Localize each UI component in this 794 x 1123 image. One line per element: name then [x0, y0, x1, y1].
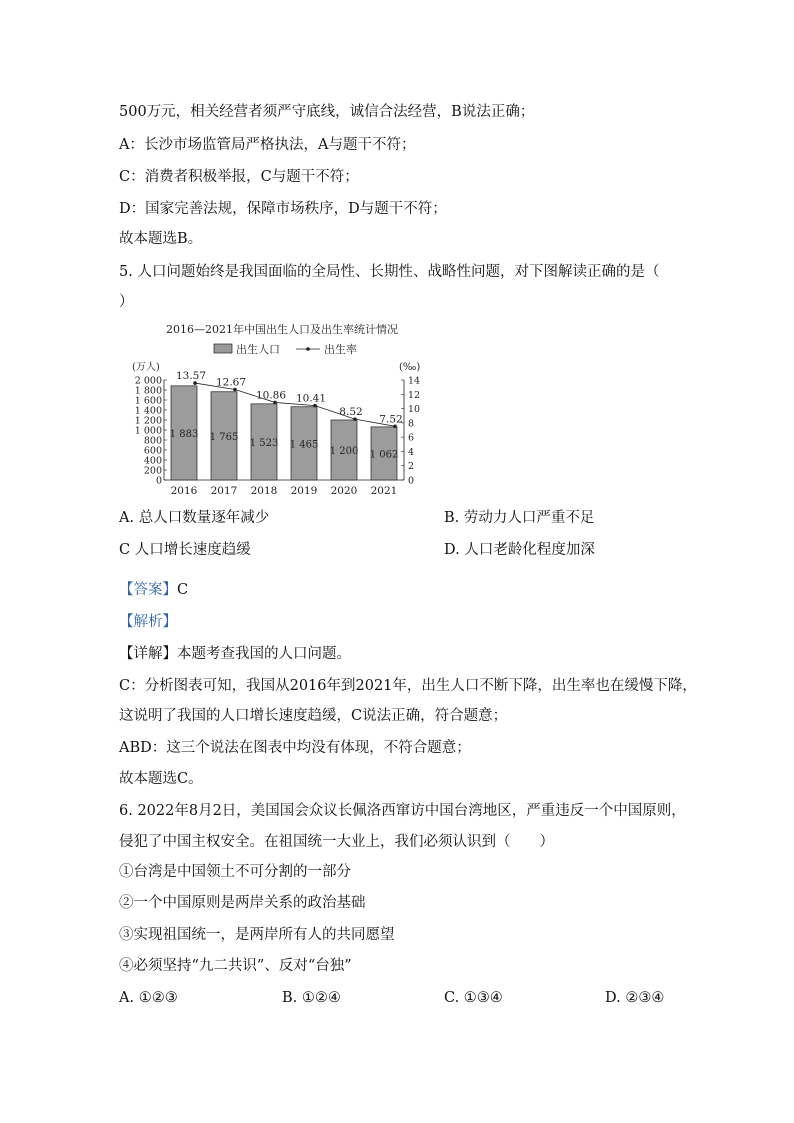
- x-tick-label: 2021: [370, 485, 398, 497]
- right-tick-label: 10: [408, 404, 421, 416]
- q6-option-a[interactable]: A. ①②③: [119, 990, 178, 1006]
- q6-statement-4: ④必须坚持“九二共识”、反对“台独”: [119, 958, 352, 974]
- x-tick-label: 2017: [210, 485, 238, 497]
- answer-tag: 【答案】: [119, 582, 177, 598]
- bar-value-label: 1 200: [329, 446, 359, 457]
- left-tick-label: 1 800: [134, 385, 162, 397]
- q6-stem-line1: 6. 2022年8月2日，美国国会众议长佩洛西窜访中国台湾地区，严重违反一个中国原则，: [119, 803, 686, 819]
- q5-stem-line2: ）: [119, 294, 134, 310]
- q6-option-c[interactable]: C. ①③④: [444, 990, 503, 1006]
- q5-option-a[interactable]: A. 总人口数量逐年减少: [119, 510, 270, 526]
- bar-value-label: 1 883: [169, 428, 199, 440]
- prev-answer-option-d: D：国家完善法规，保障市场秩序，D与题干不符；: [119, 201, 447, 217]
- q6-stem-line2: 侵犯了中国主权安全。在祖国统一大业上，我们必须认识到（ ）: [119, 834, 554, 850]
- bar-value-label: 1 062: [369, 449, 399, 461]
- right-tick-label: 14: [408, 375, 421, 387]
- detail-text: 本题考查我国的人口问题。: [177, 646, 351, 662]
- q6-statement-3: ③实现祖国统一，是两岸所有人的共同愿望: [119, 927, 395, 943]
- q6-statement-1: ①台湾是中国领土不可分割的一部分: [119, 864, 351, 880]
- legend-bar-swatch: [214, 344, 232, 353]
- left-tick-label: 600: [143, 445, 162, 457]
- right-tick-label: 2: [408, 461, 415, 473]
- birth-rate-label: 7.52: [379, 413, 403, 426]
- birth-rate-label: 12.67: [215, 376, 247, 389]
- legend-bar-label: 出生人口: [236, 343, 280, 356]
- detail-tag: 【详解】: [119, 646, 177, 662]
- birth-rate-label: 10.86: [255, 389, 287, 402]
- prev-answer-option-c: C：消费者积极举报，C与题干不符；: [119, 169, 359, 185]
- q5-option-d[interactable]: D. 人口老龄化程度加深: [444, 542, 595, 558]
- q6-option-b[interactable]: B. ①②④: [282, 990, 341, 1006]
- plot-area: [135, 370, 420, 497]
- right-tick-label: 4: [408, 446, 415, 458]
- q6-statement-2: ②一个中国原则是两岸关系的政治基础: [119, 895, 366, 911]
- answer-value: C: [177, 582, 189, 598]
- legend-line-label: 出生率: [324, 343, 357, 356]
- q5-option-c[interactable]: C 人口增长速度趋缓: [119, 542, 251, 558]
- q5-conclusion: 故本题选C。: [119, 771, 203, 787]
- left-tick-label: 1 400: [134, 405, 162, 417]
- bar-value-label: 1 465: [289, 439, 319, 451]
- q5-explain-line1: C：分析图表可知，我国从2016年到2021年，出生人口不断下降，出生率也在缓慢下降，: [119, 678, 697, 694]
- left-tick-label: 200: [143, 465, 162, 477]
- right-tick-label: 8: [408, 418, 415, 430]
- x-tick-label: 2016: [170, 485, 198, 497]
- prev-answer-option-a: A：长沙市场监管局严格执法，A与题干不符；: [119, 137, 416, 153]
- legend-line-marker: [306, 347, 310, 351]
- analysis-tag: 【解析】: [119, 614, 177, 630]
- q5-explain-abd: ABD：这三个说法在图表中均没有体现，不符合题意；: [119, 740, 471, 756]
- q5-option-b[interactable]: B. 劳动力人口严重不足: [444, 510, 595, 526]
- left-tick-label: 1 600: [134, 395, 162, 407]
- q6-option-d[interactable]: D. ②③④: [605, 990, 665, 1006]
- left-axis-unit: (万人): [132, 362, 160, 373]
- right-axis-unit: (‰): [399, 362, 421, 373]
- q5-stem-line1: 5. 人口问题始终是我国面临的全局性、长期性、战略性问题，对下图解读正确的是（: [119, 264, 660, 280]
- chart-title: 2016—2021年中国出生人口及出生率统计情况: [166, 323, 398, 336]
- x-tick-label: 2020: [330, 485, 358, 497]
- birth-rate-label: 10.41: [295, 392, 327, 405]
- birth-rate-label: 8.52: [339, 406, 363, 419]
- prev-answer-conclusion: 故本题选B。: [119, 231, 203, 247]
- bar-value-label: 1 523: [249, 437, 279, 449]
- left-tick-label: 400: [143, 455, 162, 467]
- left-tick-label: 0: [155, 475, 162, 487]
- bar-value-label: 1 765: [209, 431, 239, 443]
- right-tick-label: 12: [408, 389, 421, 401]
- q5-detail: [119, 644, 351, 664]
- birth-rate-label: 13.57: [175, 370, 207, 383]
- x-tick-label: 2019: [290, 485, 318, 497]
- right-tick-label: 6: [408, 432, 415, 444]
- birth-population-chart: [128, 318, 440, 502]
- left-tick-label: 1 000: [134, 425, 162, 437]
- prev-answer-line: 500万元，相关经营者须严守底线，诚信合法经营，B说法正确；: [119, 104, 535, 120]
- q5-explain-line2: 这说明了我国的人口增长速度趋缓，C说法正确，符合题意；: [119, 708, 508, 724]
- q5-answer: [119, 580, 188, 600]
- right-tick-label: 0: [408, 475, 415, 487]
- left-tick-label: 2 000: [134, 375, 162, 387]
- left-tick-label: 800: [143, 435, 162, 447]
- x-tick-label: 2018: [250, 485, 278, 497]
- left-tick-label: 1 200: [134, 415, 162, 427]
